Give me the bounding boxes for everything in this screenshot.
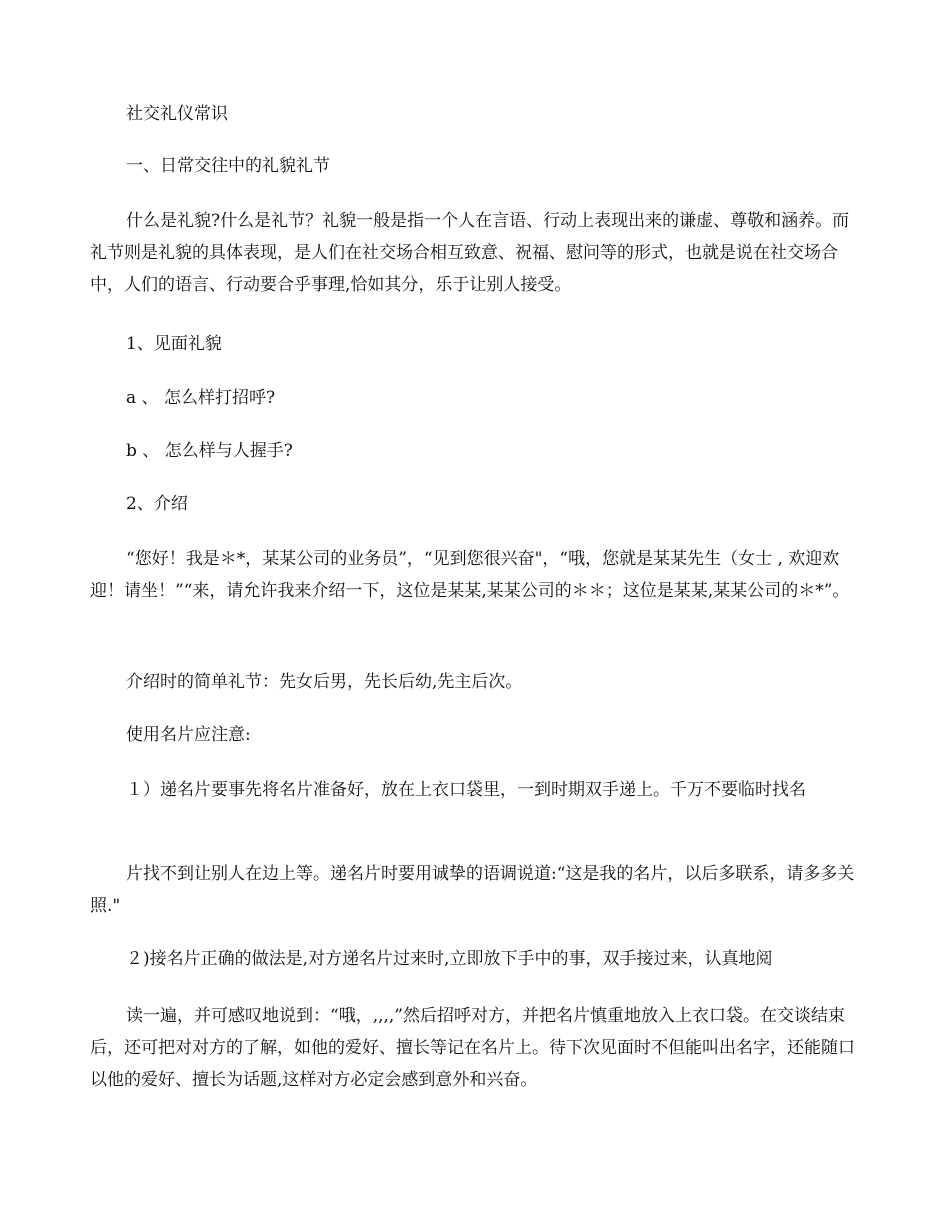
business-card-notice: 使用名片应注意: (126, 725, 251, 745)
list-item-greeting: a 、 怎么样打招呼? (126, 388, 276, 408)
list-item-handshake: b 、 怎么样与人握手? (126, 441, 293, 461)
intro-paragraph: 什么是礼貌?什么是礼节？礼貌一般是指一个人在言语、行动上表现出来的谦虚、尊敬和涵养。而礼节则是礼貌的具体表现，是人们在社交场合相互致意、祝福、慰问等的形式，也就是说在社交场合中，人们的语言、行动要合乎事理,恰如其分，乐于让别人接受。 (90, 211, 850, 295)
card-point-1-continued: 片找不到让别人在边上等。递名片时要用诚挚的语调说道:“这是我的名片，以后多联系，请多多关照." (90, 864, 855, 916)
document-title: 社交礼仪常识 (126, 104, 228, 124)
card-point-2-line-1: ２)接名片正确的做法是,对方递名片过来时,立即放下手中的事，双手接过来，认真地阅 (126, 949, 773, 969)
subheading-introduction: 2、介绍 (126, 494, 188, 514)
card-point-2-continued: 读一遍，并可感叹地说到：“哦，,,,,”然后招呼对方，并把名片慎重地放入上衣口袋。在交谈结束后，还可把对对方的了解，如他的爱好、擅长等记在名片上。待下次见面时不但能叫出名字，还能随口以他的爱好、擅长为话题,这样对方必定会感到意外和兴奋。 (90, 1006, 855, 1090)
section-heading-daily-etiquette: 一、日常交往中的礼貌礼节 (126, 156, 330, 176)
card-point-1-line-1: １）递名片要事先将名片准备好，放在上衣口袋里，一到时期双手递上。千万不要临时找名 (126, 780, 806, 800)
introduction-etiquette: 介绍时的简单礼节：先女后男，先长后幼,先主后次。 (126, 672, 523, 692)
introduction-dialogue: “您好！我是＊*，某某公司的业务员”，“见到您很兴奋"，“哦，您就是某某先生（女士 , 欢迎欢迎！请坐！”“来，请允许我来介绍一下，这位是某某,某某公司的＊＊；这位是某某,某某公司的＊*”。 (90, 549, 850, 601)
subheading-meeting-etiquette: 1、见面礼貌 (126, 334, 222, 354)
